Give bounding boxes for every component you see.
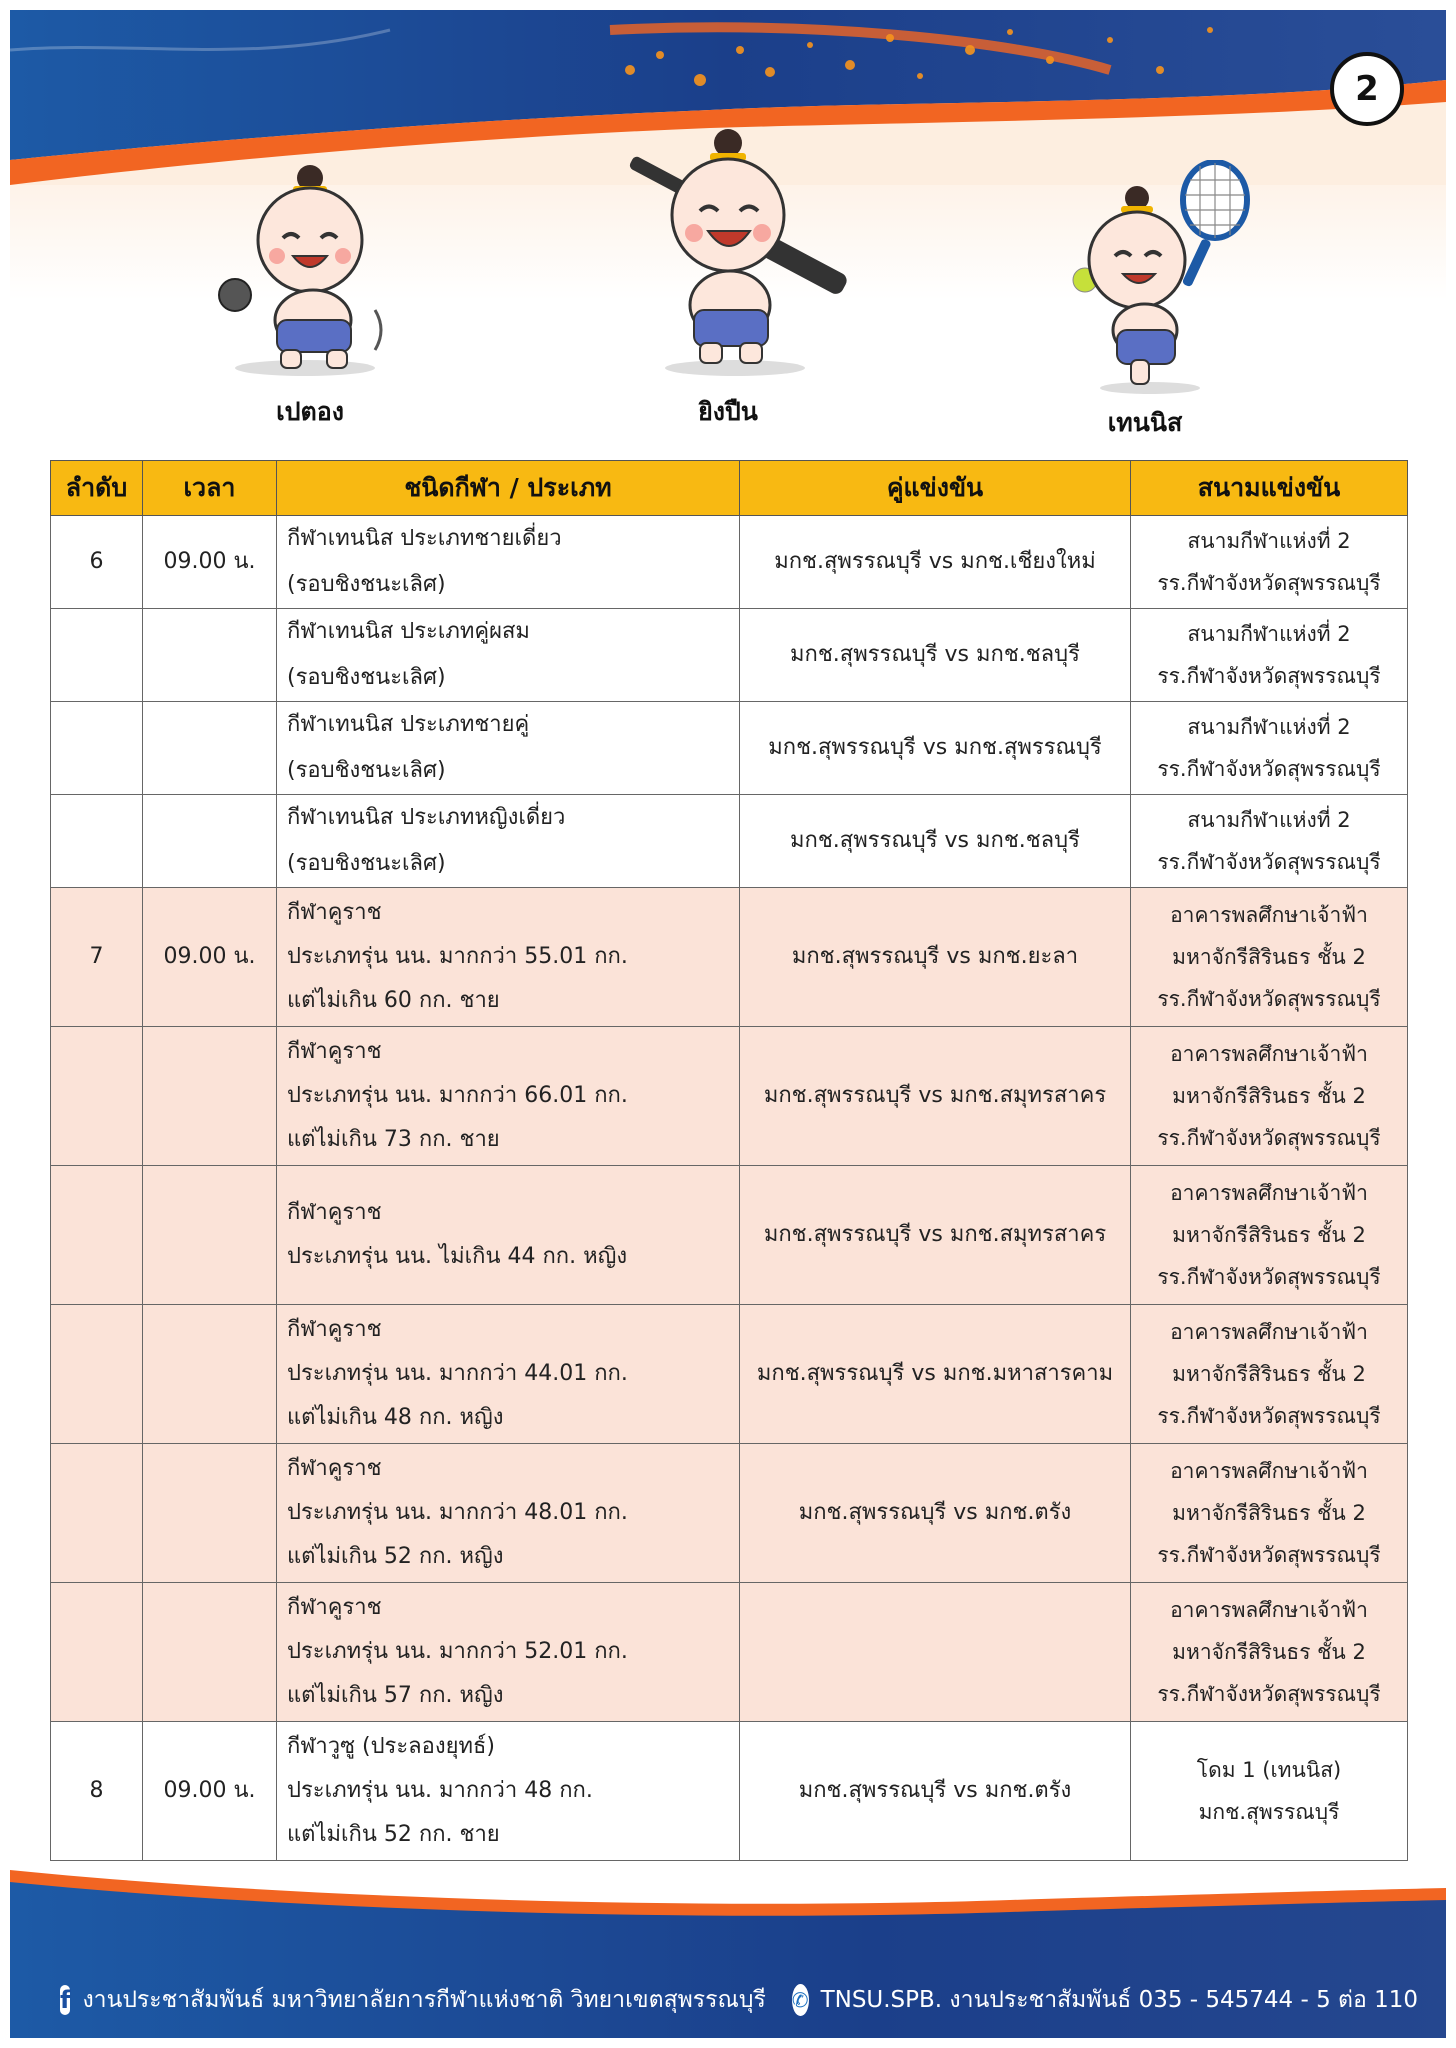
mascot-caption-petanque: เปตอง — [276, 397, 344, 426]
sport-line: ประเภทรุ่น นน. มากกว่า 48.01 กก. — [287, 1500, 628, 1525]
match-cell: มกช.สุพรรณบุรี vs มกช.มหาสารคาม — [740, 1305, 1131, 1444]
venue-line: มกช.สุพรรณบุรี — [1198, 1800, 1340, 1824]
sport-line: (รอบชิงชนะเลิศ) — [287, 665, 446, 690]
venue-line: รร.กีฬาจังหวัดสุพรรณบุรี — [1157, 757, 1381, 781]
venue-cell — [1131, 1027, 1408, 1166]
table-row — [51, 1027, 1408, 1166]
sport-line: ประเภทรุ่น นน. มากกว่า 44.01 กก. — [287, 1361, 628, 1386]
order-cell: 6 — [51, 516, 143, 609]
match-cell: มกช.สุพรรณบุรี vs มกช.สุพรรณบุรี — [740, 702, 1131, 795]
sport-line: แต่ไม่เกิน 52 กก. ชาย — [287, 1822, 500, 1847]
sport-line: (รอบชิงชนะเลิศ) — [287, 851, 446, 876]
sport-cell — [277, 516, 740, 609]
venue-line: สนามกีฬาแห่งที่ 2 — [1187, 529, 1351, 553]
footer-phone-text: TNSU.SPB. งานประชาสัมพันธ์ 035 - 545744 - 5 ต่อ 110 — [820, 1987, 1419, 2013]
sport-line: กีฬาคูราช — [287, 1456, 382, 1481]
table-row — [51, 1583, 1408, 1722]
venue-line: อาคารพลศึกษาเจ้าฟ้า — [1170, 1042, 1368, 1066]
match-cell: มกช.สุพรรณบุรี vs มกช.ยะลา — [740, 888, 1131, 1027]
venue-line: รร.กีฬาจังหวัดสุพรรณบุรี — [1157, 664, 1381, 688]
venue-line: สนามกีฬาแห่งที่ 2 — [1187, 808, 1351, 832]
sport-line: แต่ไม่เกิน 60 กก. ชาย — [287, 988, 500, 1013]
table-header-row — [51, 461, 1408, 516]
venue-line: มหาจักรีสิรินธร ชั้น 2 — [1172, 1640, 1366, 1664]
order-cell — [51, 1027, 143, 1166]
match-cell — [740, 1583, 1131, 1722]
sport-cell — [277, 1166, 740, 1305]
facebook-icon[interactable]: f — [60, 1986, 71, 2014]
venue-cell — [1131, 609, 1408, 702]
footer-bar — [60, 1975, 1419, 2025]
venue-line: มหาจักรีสิรินธร ชั้น 2 — [1172, 1362, 1366, 1386]
sport-line: แต่ไม่เกิน 73 กก. ชาย — [287, 1127, 500, 1152]
header-match: คู่แข่งขัน — [740, 461, 1131, 516]
venue-line: อาคารพลศึกษาเจ้าฟ้า — [1170, 1320, 1368, 1344]
table-row — [51, 1444, 1408, 1583]
sport-line: ประเภทรุ่น นน. ไม่เกิน 44 กก. หญิง — [287, 1244, 628, 1269]
match-cell: มกช.สุพรรณบุรี vs มกช.ชลบุรี — [740, 609, 1131, 702]
time-cell: 09.00 น. — [143, 1722, 277, 1861]
venue-line: รร.กีฬาจังหวัดสุพรรณบุรี — [1157, 1682, 1381, 1706]
sport-line: กีฬาเทนนิส ประเภทคู่ผสม — [287, 619, 530, 644]
table-row — [51, 795, 1408, 888]
match-cell: มกช.สุพรรณบุรี vs มกช.ชลบุรี — [740, 795, 1131, 888]
venue-line: รร.กีฬาจังหวัดสุพรรณบุรี — [1157, 1265, 1381, 1289]
header-sport: ชนิดกีฬา / ประเภท — [277, 461, 740, 516]
order-cell — [51, 795, 143, 888]
venue-cell — [1131, 1166, 1408, 1305]
venue-cell — [1131, 888, 1408, 1027]
order-cell: 8 — [51, 1722, 143, 1861]
table-row — [51, 609, 1408, 702]
venue-line: รร.กีฬาจังหวัดสุพรรณบุรี — [1157, 1404, 1381, 1428]
match-cell: มกช.สุพรรณบุรี vs มกช.สมุทรสาคร — [740, 1027, 1131, 1166]
order-cell: 7 — [51, 888, 143, 1027]
time-cell — [143, 1444, 277, 1583]
sport-line: กีฬาเทนนิส ประเภทหญิงเดี่ยว — [287, 805, 566, 830]
time-cell: 09.00 น. — [143, 516, 277, 609]
time-cell — [143, 1027, 277, 1166]
match-cell: มกช.สุพรรณบุรี vs มกช.ตรัง — [740, 1722, 1131, 1861]
venue-line: อาคารพลศึกษาเจ้าฟ้า — [1170, 1459, 1368, 1483]
venue-line: โดม 1 (เทนนิส) — [1196, 1758, 1342, 1782]
sport-line: กีฬาคูราช — [287, 900, 382, 925]
venue-line: รร.กีฬาจังหวัดสุพรรณบุรี — [1157, 987, 1381, 1011]
venue-line: มหาจักรีสิรินธร ชั้น 2 — [1172, 1084, 1366, 1108]
sport-line: แต่ไม่เกิน 57 กก. หญิง — [287, 1683, 504, 1708]
sport-line: กีฬาวูซู (ประลองยุทธ์) — [287, 1734, 496, 1759]
sport-line: ประเภทรุ่น นน. มากกว่า 66.01 กก. — [287, 1083, 628, 1108]
sport-line: ประเภทรุ่น นน. มากกว่า 52.01 กก. — [287, 1639, 628, 1664]
venue-cell — [1131, 516, 1408, 609]
match-cell: มกช.สุพรรณบุรี vs มกช.ตรัง — [740, 1444, 1131, 1583]
schedule-table — [50, 460, 1408, 1861]
venue-line: อาคารพลศึกษาเจ้าฟ้า — [1170, 1598, 1368, 1622]
time-cell: 09.00 น. — [143, 888, 277, 1027]
sport-line: กีฬาคูราช — [287, 1595, 382, 1620]
sport-line: (รอบชิงชนะเลิศ) — [287, 572, 446, 597]
time-cell — [143, 1583, 277, 1722]
venue-cell — [1131, 1722, 1408, 1861]
sport-line: แต่ไม่เกิน 52 กก. หญิง — [287, 1544, 504, 1569]
time-cell — [143, 1305, 277, 1444]
mascot-caption-shooting: ยิงปืน — [698, 397, 758, 426]
venue-line: รร.กีฬาจังหวัดสุพรรณบุรี — [1157, 850, 1381, 874]
sport-line: กีฬาคูราช — [287, 1317, 382, 1342]
sport-line: กีฬาเทนนิส ประเภทชายคู่ — [287, 712, 530, 737]
match-cell: มกช.สุพรรณบุรี vs มกช.สมุทรสาคร — [740, 1166, 1131, 1305]
venue-line: มหาจักรีสิรินธร ชั้น 2 — [1172, 945, 1366, 969]
time-cell — [143, 702, 277, 795]
order-cell — [51, 609, 143, 702]
sport-cell — [277, 609, 740, 702]
header-order: ลำดับ — [51, 461, 143, 516]
sport-line: กีฬาเทนนิส ประเภทชายเดี่ยว — [287, 526, 562, 551]
venue-line: มหาจักรีสิรินธร ชั้น 2 — [1172, 1501, 1366, 1525]
sport-cell — [277, 1583, 740, 1722]
header-time: เวลา — [143, 461, 277, 516]
venue-line: อาคารพลศึกษาเจ้าฟ้า — [1170, 903, 1368, 927]
sport-cell — [277, 1305, 740, 1444]
table-row — [51, 1166, 1408, 1305]
sport-line: กีฬาคูราช — [287, 1039, 382, 1064]
table-row — [51, 1722, 1408, 1861]
table-row — [51, 888, 1408, 1027]
venue-line: สนามกีฬาแห่งที่ 2 — [1187, 622, 1351, 646]
header-venue: สนามแข่งขัน — [1131, 461, 1408, 516]
venue-line: อาคารพลศึกษาเจ้าฟ้า — [1170, 1181, 1368, 1205]
venue-cell — [1131, 795, 1408, 888]
time-cell — [143, 1166, 277, 1305]
venue-line: มหาจักรีสิรินธร ชั้น 2 — [1172, 1223, 1366, 1247]
venue-line: รร.กีฬาจังหวัดสุพรรณบุรี — [1157, 1126, 1381, 1150]
time-cell — [143, 609, 277, 702]
venue-line: รร.กีฬาจังหวัดสุพรรณบุรี — [1157, 571, 1381, 595]
sport-line: (รอบชิงชนะเลิศ) — [287, 758, 446, 783]
table-row — [51, 516, 1408, 609]
venue-cell — [1131, 1305, 1408, 1444]
sport-line: ประเภทรุ่น นน. มากกว่า 55.01 กก. — [287, 944, 628, 969]
table-row — [51, 1305, 1408, 1444]
shooting-mascot-icon — [620, 125, 850, 380]
sport-line: ประเภทรุ่น นน. มากกว่า 48 กก. — [287, 1778, 593, 1803]
sport-cell — [277, 888, 740, 1027]
time-cell — [143, 795, 277, 888]
order-cell — [51, 1166, 143, 1305]
page-number: 2 — [1330, 52, 1404, 126]
venue-cell — [1131, 1444, 1408, 1583]
order-cell — [51, 1583, 143, 1722]
venue-line: สนามกีฬาแห่งที่ 2 — [1187, 715, 1351, 739]
sport-cell — [277, 1027, 740, 1166]
venue-cell — [1131, 702, 1408, 795]
mascot-caption-tennis: เทนนิส — [1107, 408, 1183, 437]
sport-line: แต่ไม่เกิน 48 กก. หญิง — [287, 1405, 504, 1430]
venue-cell — [1131, 1583, 1408, 1722]
order-cell — [51, 1444, 143, 1583]
venue-line: รร.กีฬาจังหวัดสุพรรณบุรี — [1157, 1543, 1381, 1567]
phone-icon[interactable]: ✆ — [792, 1984, 809, 2016]
order-cell — [51, 702, 143, 795]
petanque-mascot-icon — [205, 160, 395, 380]
tennis-mascot-icon — [1065, 160, 1285, 395]
sport-cell — [277, 1722, 740, 1861]
table-row — [51, 702, 1408, 795]
sport-cell — [277, 702, 740, 795]
order-cell — [51, 1305, 143, 1444]
sport-cell — [277, 795, 740, 888]
sport-cell — [277, 1444, 740, 1583]
match-cell: มกช.สุพรรณบุรี vs มกช.เชียงใหม่ — [740, 516, 1131, 609]
footer-facebook-text: งานประชาสัมพันธ์ มหาวิทยาลัยการกีฬาแห่งชาติ วิทยาเขตสุพรรณบุรี — [82, 1987, 766, 2013]
sport-line: กีฬาคูราช — [287, 1200, 382, 1225]
